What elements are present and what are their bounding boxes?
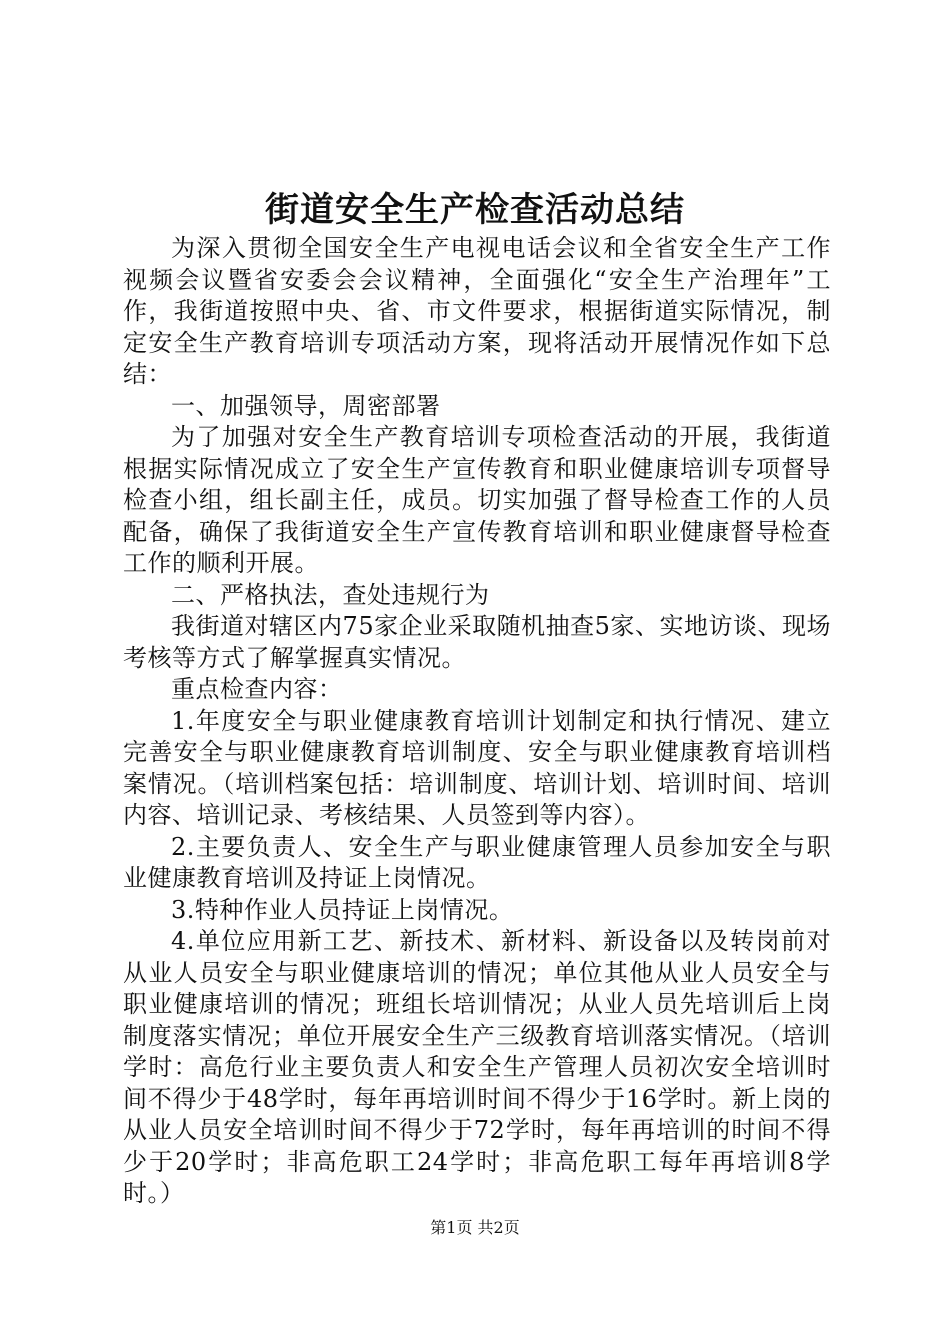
section-1-paragraph: 为了加强对安全生产教育培训专项检查活动的开展，我街道根据实际情况成立了安全生产宣传教育和职业健康培训专项督导检查小组，组长副主任，成员。切实加强了督导检查工作的人员配备，确保了我街道安全生产宣传教育培训和职业健康督导检查工作的顺利开展。 xyxy=(123,423,831,577)
inspection-item-2: 2.主要负责人、安全生产与职业健康管理人员参加安全与职业健康教育培训及持证上岗情况。 xyxy=(123,832,831,892)
section-heading-2: 二、严格执法，查处违规行为 xyxy=(171,580,490,609)
section-2-paragraph: 我街道对辖区内75家企业采取随机抽查5家、实地访谈、现场考核等方式了解掌握真实情况。 xyxy=(123,612,831,672)
section-heading-1: 一、加强领导，周密部署 xyxy=(171,391,441,420)
inspection-content-label: 重点检查内容： xyxy=(171,675,343,703)
intro-paragraph: 为深入贯彻全国安全生产电视电话会议和全省安全生产工作视频会议暨省安委会会议精神，全面强化“安全生产治理年”工作，我街道按照中央、省、市文件要求，根据街道实际情况，制定安全生产教育培训专项活动方案，现将活动开展情况作如下总结： xyxy=(123,234,831,388)
page-footer: 第1页 共2页 xyxy=(430,1218,520,1237)
inspection-item-4: 4.单位应用新工艺、新技术、新材料、新设备以及转岗前对从业人员安全与职业健康培训的情况；单位其他从业人员安全与职业健康培训的情况；班组长培训情况；从业人员先培训后上岗制度落实情况；单位开展安全生产三级教育培训落实情况。（培训学时：高危行业主要负责人和安全生产管理人员初次安全培训时间不得少于48学时，每年再培训时间不得少于16学时。新上岗的从业人员安全培训时间不得少于72学时，每年再培训的时间不得少于20学时；非高危职工24学时；非高危职工每年再培训8学时。） xyxy=(123,927,831,1207)
inspection-item-3: 3.特种作业人员持证上岗情况。 xyxy=(171,895,514,924)
document-title: 街道安全生产检查活动总结 xyxy=(265,190,685,230)
document-body xyxy=(123,233,831,1210)
inspection-item-1: 1.年度安全与职业健康教育培训计划制定和执行情况、建立完善安全与职业健康教育培训制度、安全与职业健康教育培训档案情况。（培训档案包括：培训制度、培训计划、培训时间、培训内容、培训记录、考核结果、人员签到等内容）。 xyxy=(123,706,831,829)
